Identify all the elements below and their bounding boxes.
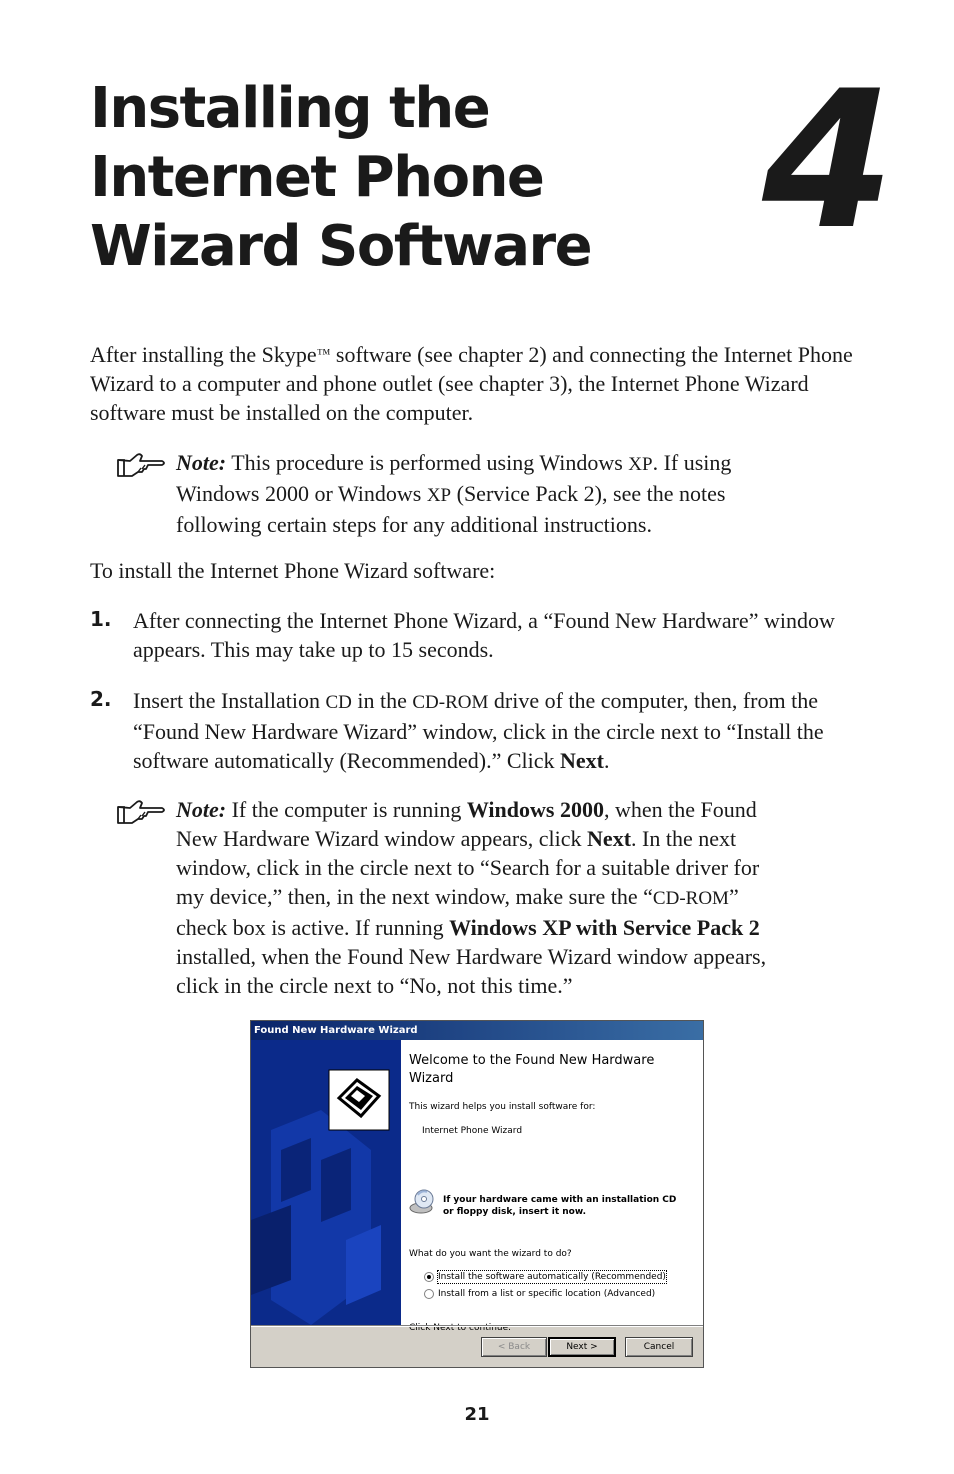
step-number: 2.	[90, 687, 112, 711]
dialog-title-bar: Found New Hardware Wizard	[251, 1021, 703, 1040]
text-run: Windows XP with Service Pack 2	[449, 915, 760, 940]
text-run: in the	[351, 688, 413, 713]
back-button[interactable]: < Back	[481, 1337, 547, 1357]
text-run: . In the next window, click in the circle next to “Search for a suitable driver for my device,” then, in the next window, make sure the “	[176, 826, 760, 909]
chapter-title	[90, 74, 591, 281]
lead-in-paragraph: To install the Internet Phone Wizard software:	[90, 558, 496, 583]
option-install-from-list-label[interactable]: Install from a list or specific location (Advanced)	[438, 1289, 656, 1299]
text-run: .	[604, 748, 610, 773]
dialog-separator	[251, 1325, 703, 1327]
text-run: After installing the Skype	[90, 342, 317, 367]
text-run: Windows 2000	[466, 797, 604, 822]
device-name: Internet Phone Wizard	[422, 1126, 523, 1136]
note-windows-2000	[114, 795, 774, 1000]
page-number: 21	[464, 1404, 490, 1425]
text-run: XP	[628, 454, 653, 475]
cd-hint-line: or floppy disk, insert it now.	[443, 1207, 587, 1217]
text-run: ” check box is active. If running	[176, 884, 739, 940]
text-run: CD	[325, 692, 352, 713]
radio-install-automatically[interactable]	[424, 1272, 434, 1282]
note-text	[176, 795, 774, 1000]
continue-instruction: Click Next to continue.	[409, 1323, 512, 1333]
text-run: Insert the Installation	[133, 688, 326, 713]
hardware-banner-art	[251, 1040, 401, 1325]
next-button[interactable]: Next >	[548, 1337, 616, 1357]
step-text	[133, 686, 870, 775]
text-run: CD-ROM	[652, 888, 729, 909]
wizard-heading: Welcome to the Found New Hardware Wizard	[409, 1053, 655, 1086]
step-text: After connecting the Internet Phone Wizard, a “Found New Hardware” window appears. This may take up to 15 seconds.	[133, 608, 835, 662]
text-run: XP	[426, 485, 452, 506]
cancel-button[interactable]: Cancel	[625, 1337, 693, 1357]
text-run: Next	[587, 826, 632, 851]
text-run: installed, when the Found New Hardware Wizard window appears, click in the circle next to “No, not this time.”	[176, 944, 767, 998]
text-run: , when the Found New Hardware Wizard window appears, click	[176, 797, 757, 851]
note-text	[176, 448, 774, 539]
option-install-automatically-label[interactable]: Install the software automatically (Recommended)	[438, 1272, 666, 1282]
wizard-intro-text: This wizard helps you install software for:	[409, 1102, 596, 1112]
text-run: Next	[560, 748, 604, 773]
pointing-hand-icon	[114, 797, 168, 827]
trademark-symbol: ™	[316, 347, 331, 362]
found-new-hardware-wizard-screenshot	[250, 1020, 704, 1368]
step-2	[90, 686, 870, 775]
text-run: drive of the computer, then, from the “Found New Hardware Wizard” window, click in the circle next to “Install the software automatically (Recommended).” Click	[133, 688, 824, 773]
chapter-title-line: Installing the	[90, 76, 490, 141]
radio-install-from-list[interactable]	[424, 1289, 434, 1299]
cd-hint-line: If your hardware came with an installation CD	[443, 1195, 677, 1205]
text-run: software (see chapter 2) and connecting the Internet Phone Wizard to a computer and phone outlet (see chapter 3), the Internet Phone Wizard software must be installed on the computer.	[90, 342, 853, 425]
chapter-title-line: Internet Phone	[90, 145, 544, 210]
wizard-content-pane	[401, 1040, 703, 1333]
note-label: Note:	[176, 797, 227, 822]
step-number: 1.	[90, 607, 112, 631]
cd-icon	[409, 1188, 437, 1216]
chapter-number: 4	[762, 50, 895, 271]
wizard-side-banner	[251, 1040, 401, 1325]
text-run: CD-ROM	[412, 692, 489, 713]
wizard-question: What do you want the wizard to do?	[409, 1249, 572, 1259]
intro-paragraph	[90, 340, 870, 427]
note-label: Note:	[176, 450, 227, 475]
text-run: . If using Windows 2000 or Windows	[176, 450, 732, 506]
text-run: (Service Pack 2), see the notes following certain steps for any additional instructions.	[176, 481, 726, 537]
pointing-hand-icon	[114, 450, 168, 480]
text-run: If the computer is running	[226, 797, 467, 822]
text-run: This procedure is performed using Windows	[226, 450, 629, 475]
step-1	[90, 606, 870, 664]
chapter-title-line: Wizard Software	[90, 214, 592, 279]
note-windows-xp	[114, 448, 774, 539]
